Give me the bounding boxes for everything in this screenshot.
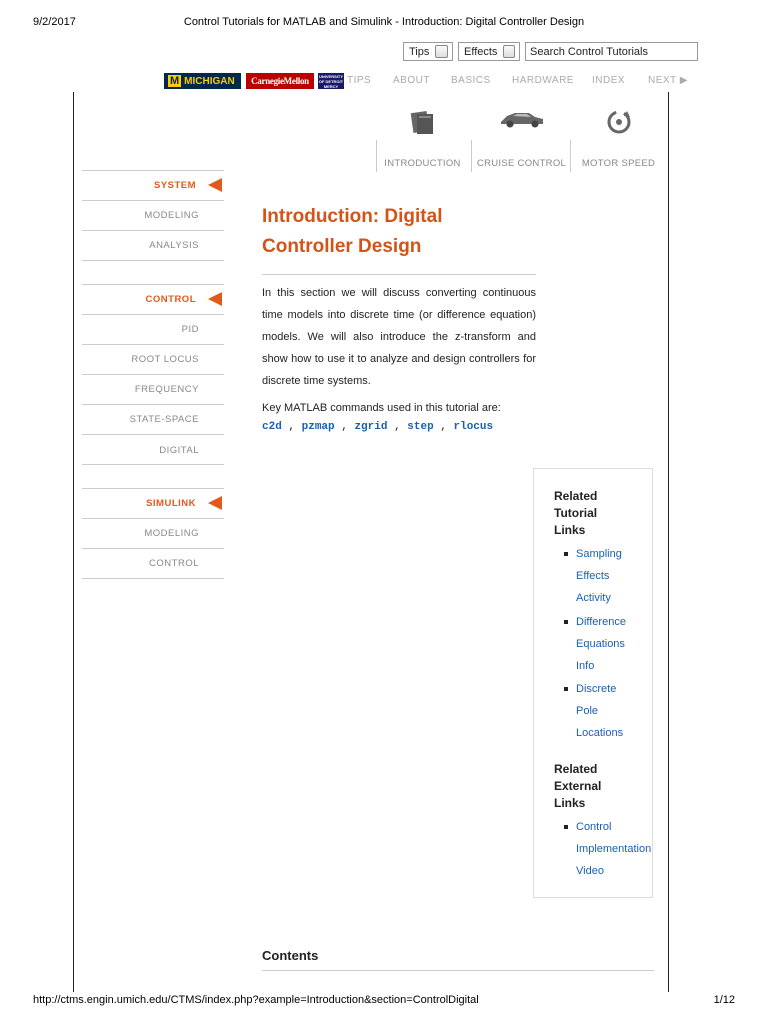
sidebar-divider (82, 374, 224, 375)
heading-line: Links (554, 523, 586, 537)
page-frame-left (73, 92, 74, 992)
sidebar-divider (82, 548, 224, 549)
sidebar-item-analysis[interactable]: ANALYSIS (149, 240, 199, 251)
title-divider (262, 274, 536, 275)
bullet-icon (564, 687, 568, 691)
books-icon (408, 108, 438, 141)
triangle-left-icon (208, 496, 222, 510)
nav-basics[interactable]: BASICS (451, 75, 491, 86)
tips-checkbox[interactable] (435, 45, 448, 58)
nav-hardware[interactable]: HARDWARE (512, 75, 574, 86)
intro-paragraph: In this section we will discuss converting continuous time models into discrete time (or difference equation) models. We will also introduce the z-transform and show how to use it to analyze and design controllers for discrete time systems. (262, 287, 536, 387)
sidebar-divider (82, 518, 224, 519)
related-link-difference-equations[interactable] (556, 611, 656, 677)
bullet-icon (564, 620, 568, 624)
sidebar-divider (82, 578, 224, 579)
nav-about[interactable]: ABOUT (393, 75, 430, 86)
command-separator: , (387, 421, 408, 433)
sidebar-heading-system[interactable]: SYSTEM (153, 180, 196, 191)
detroit-mercy-logo[interactable]: UNIVERSITY OF DETROIT MERCY (318, 73, 344, 89)
sidebar-divider (82, 344, 224, 345)
related-link-control-implementation-video[interactable] (556, 816, 656, 882)
link-line[interactable]: Info (576, 660, 595, 672)
sidebar-item-simulink-modeling[interactable]: MODELING (144, 528, 199, 539)
sidebar-item-simulink-control[interactable]: CONTROL (149, 558, 199, 569)
sidebar-heading-control[interactable]: CONTROL (145, 294, 196, 305)
page-title (262, 202, 562, 262)
sidebar-divider (82, 170, 224, 171)
command-separator: , (281, 421, 302, 433)
heading-line: Related (554, 489, 598, 503)
commands-intro: Key MATLAB commands used in this tutorial are: (262, 402, 501, 414)
link-line[interactable]: Discrete (576, 683, 617, 695)
command-separator: , (334, 421, 355, 433)
command-link-c2d[interactable]: c2d (262, 421, 282, 433)
link-line[interactable]: Effects (576, 570, 610, 582)
michigan-logo-text: MICHIGAN (184, 75, 235, 87)
related-link-sampling-effects[interactable] (556, 543, 656, 609)
sidebar-item-digital[interactable]: DIGITAL (159, 445, 199, 456)
sidebar-divider (82, 488, 224, 489)
michigan-logo[interactable] (164, 73, 241, 89)
tips-toggle[interactable] (403, 42, 453, 61)
michigan-logo-mark: M (170, 75, 180, 87)
example-introduction-label: INTRODUCTION (384, 158, 461, 169)
commands-list (262, 421, 493, 433)
example-cruise-control-label: CRUISE CONTROL (476, 158, 567, 169)
triangle-left-icon (208, 292, 222, 306)
related-tutorial-heading (554, 488, 624, 539)
link-line[interactable]: Implementation (576, 843, 652, 855)
command-separator: , (433, 421, 454, 433)
example-cruise-control[interactable] (473, 100, 570, 175)
heading-line: Links (554, 796, 586, 810)
contents-divider (262, 970, 654, 971)
carnegie-mellon-logo[interactable]: CarnegieMellon (246, 73, 314, 89)
command-link-step[interactable]: step (407, 421, 434, 433)
search-input[interactable] (525, 42, 698, 61)
sidebar-item-state-space[interactable]: STATE-SPACE (129, 414, 199, 425)
link-line[interactable]: Video (576, 865, 604, 877)
sidebar-divider (82, 230, 224, 231)
related-external-heading (554, 761, 624, 812)
example-separator (471, 140, 472, 172)
sidebar-item-frequency[interactable]: FREQUENCY (134, 384, 199, 395)
sidebar-divider (82, 314, 224, 315)
example-motor-speed[interactable] (570, 100, 667, 175)
page-title-line1: Introduction: Digital (262, 206, 443, 227)
sidebar-divider (82, 464, 224, 465)
print-date: 9/2/2017 (33, 16, 76, 28)
sidebar-heading-simulink[interactable]: SIMULINK (146, 498, 196, 509)
print-page-number: 1/12 (713, 994, 735, 1006)
nav-tips[interactable]: TIPS (347, 75, 372, 86)
link-line[interactable]: Difference (576, 616, 626, 628)
bullet-icon (564, 825, 568, 829)
command-link-pzmap[interactable]: pzmap (301, 421, 335, 433)
effects-label: Effects (464, 45, 498, 58)
link-line[interactable]: Pole (576, 705, 599, 717)
link-line[interactable]: Control (576, 821, 612, 833)
example-introduction[interactable] (374, 100, 471, 175)
sidebar-divider (82, 284, 224, 285)
command-link-zgrid[interactable]: zgrid (354, 421, 388, 433)
car-icon (499, 108, 545, 135)
sidebar-item-root-locus[interactable]: ROOT LOCUS (131, 354, 199, 365)
effects-toggle[interactable] (458, 42, 520, 61)
page-frame-right (668, 92, 669, 992)
sidebar-divider (82, 260, 224, 261)
triangle-left-icon (208, 178, 222, 192)
example-motor-speed-label: MOTOR SPEED (581, 158, 656, 169)
nav-index[interactable]: INDEX (592, 75, 626, 86)
heading-line: Related (554, 762, 598, 776)
effects-checkbox[interactable] (503, 45, 515, 58)
motor-speed-icon (605, 108, 633, 141)
sidebar-divider (82, 434, 224, 435)
link-line[interactable]: Sampling (576, 548, 622, 560)
heading-line: Tutorial (554, 506, 598, 520)
contents-heading: Contents (262, 948, 319, 963)
sidebar-item-pid[interactable]: PID (181, 324, 199, 335)
page-title-line2: Controller Design (262, 236, 422, 257)
related-links-box (533, 468, 653, 898)
link-line[interactable]: Locations (576, 727, 624, 739)
sidebar-divider (82, 404, 224, 405)
print-url: http://ctms.engin.umich.edu/CTMS/index.php?example=Introduction&section=ControlDigital (33, 994, 479, 1006)
link-line[interactable]: Activity (576, 592, 611, 604)
sidebar-item-system-modeling[interactable]: MODELING (144, 210, 199, 221)
print-title: Control Tutorials for MATLAB and Simulink - Introduction: Digital Controller Design (183, 16, 585, 28)
link-line[interactable]: Equations (576, 638, 625, 650)
heading-line: External (554, 779, 602, 793)
sidebar-divider (82, 200, 224, 201)
related-link-discrete-pole-locations[interactable] (556, 678, 656, 744)
tips-label: Tips (409, 45, 430, 58)
nav-next[interactable]: NEXT ▶ (648, 75, 688, 86)
bullet-icon (564, 552, 568, 556)
command-link-rlocus[interactable]: rlocus (453, 421, 494, 433)
